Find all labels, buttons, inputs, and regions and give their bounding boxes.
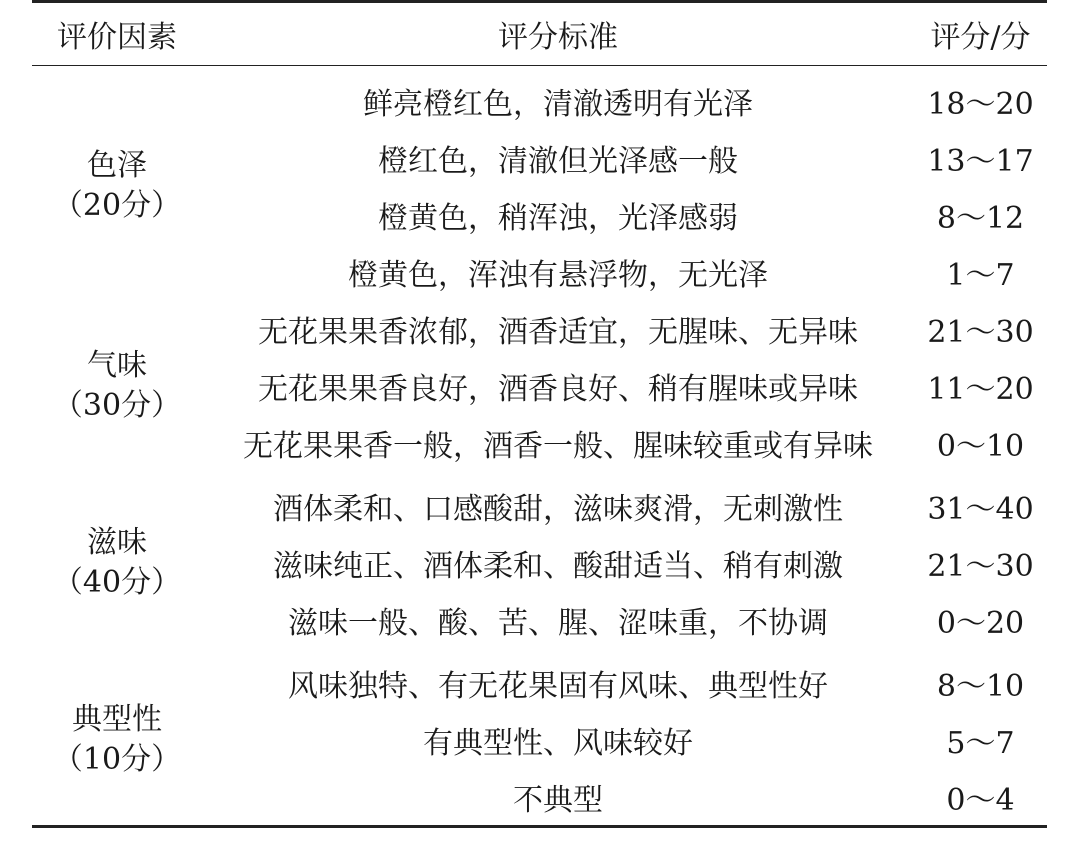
criteria-cell: 滋味一般、酸、苦、腥、涩味重，不协调 [288,605,828,641]
scoring-table [32,0,1047,828]
criteria-cell: 橙黄色，稍浑浊，光泽感弱 [378,200,738,236]
factor-name: 滋味 [87,524,147,560]
factor-points: （10分） [52,741,182,777]
score-cell: 13～17 [927,143,1034,179]
header-score: 评分/分 [930,20,1031,55]
score-cell: 11～20 [927,371,1034,407]
criteria-cell: 鲜亮橙红色，清澈透明有光泽 [363,86,753,122]
score-cell: 31～40 [927,491,1034,527]
header-factor: 评价因素 [57,20,177,55]
table-row [32,648,1047,711]
criteria-cell: 不典型 [513,782,603,818]
criteria-cell: 无花果果香浓郁，酒香适宜，无腥味、无异味 [258,314,858,350]
criteria-cell: 风味独特、有无花果固有风味、典型性好 [288,668,828,704]
factor-cell-color [32,66,202,301]
table-row [32,471,1047,534]
score-cell: 8～12 [936,200,1025,236]
header-criteria: 评分标准 [498,20,618,55]
factor-points: （40分） [52,564,182,600]
table-header-row [32,2,1047,66]
factor-name: 色泽 [87,148,147,183]
table-body [32,66,1047,827]
factor-name: 气味 [87,347,147,383]
score-cell: 5～7 [946,725,1015,761]
factor-cell-aroma [32,300,202,471]
score-cell: 18～20 [927,86,1034,122]
criteria-cell: 无花果果香良好，酒香良好、稍有腥味或异味 [258,371,858,407]
score-cell: 1～7 [946,257,1015,293]
factor-cell-taste [32,471,202,648]
criteria-cell: 橙黄色，浑浊有悬浮物，无光泽 [348,257,768,293]
factor-cell-typicality [32,648,202,827]
score-cell: 8～10 [936,668,1025,704]
score-cell: 0～10 [936,428,1025,464]
criteria-cell: 滋味纯正、酒体柔和、酸甜适当、稍有刺激 [273,548,843,584]
score-cell: 21～30 [927,548,1034,584]
criteria-cell: 有典型性、风味较好 [423,725,693,761]
table-row [32,300,1047,357]
factor-points: （30分） [52,387,182,423]
criteria-cell: 橙红色，清澈但光泽感一般 [378,143,738,179]
factor-name: 典型性 [72,701,162,737]
table-row [32,66,1047,130]
scoring-table-container [32,0,1047,828]
factor-points: （20分） [52,188,182,223]
score-cell: 0～4 [946,782,1015,818]
criteria-cell: 无花果果香一般，酒香一般、腥味较重或有异味 [243,428,873,464]
score-cell: 21～30 [927,314,1034,350]
criteria-cell: 酒体柔和、口感酸甜，滋味爽滑，无刺激性 [273,491,843,527]
score-cell: 0～20 [936,605,1025,641]
